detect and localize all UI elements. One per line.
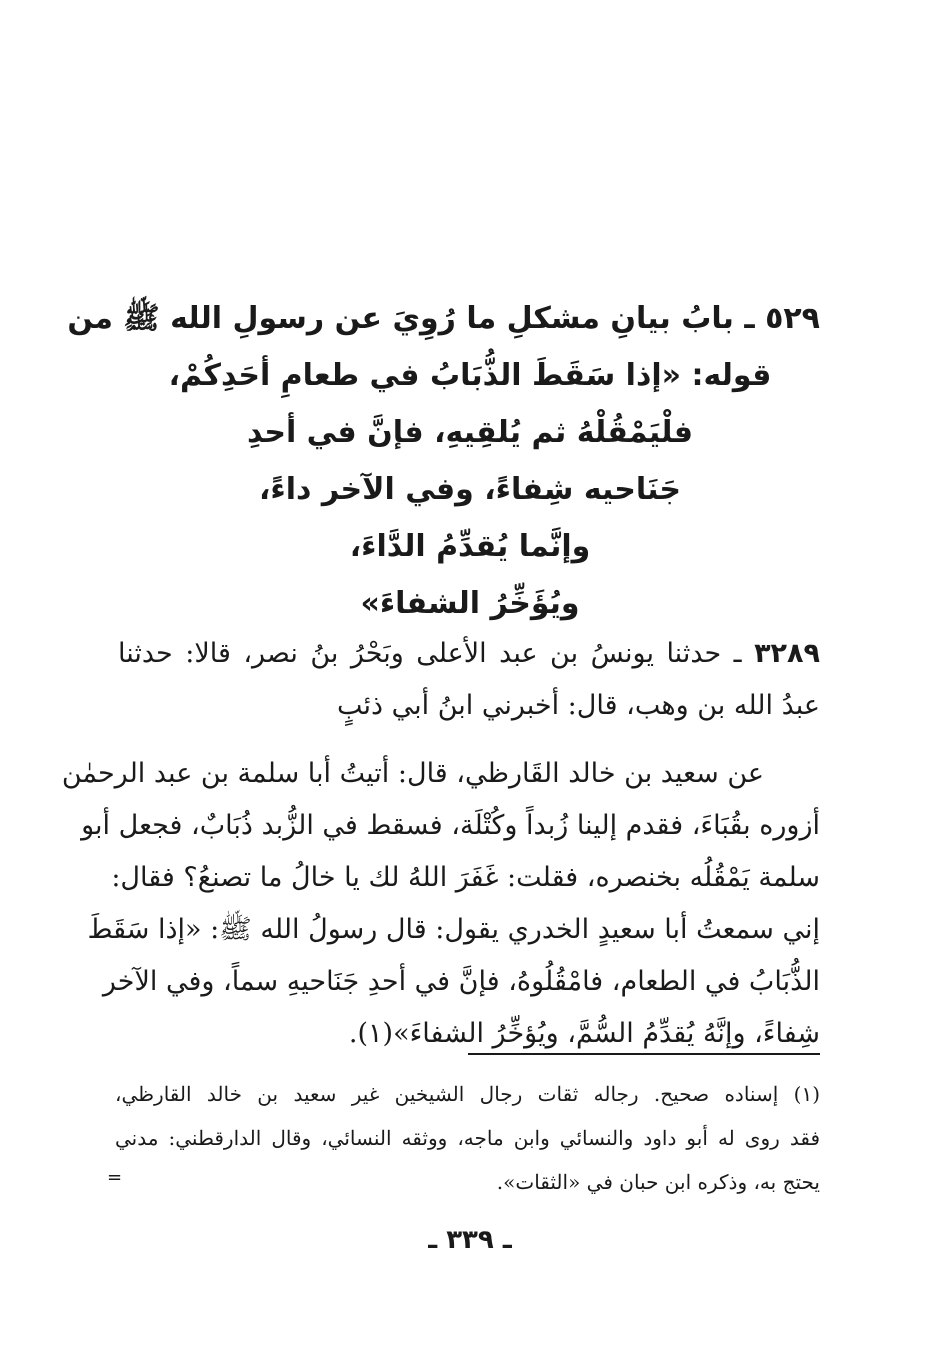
hadith-line: شِفاءً، وإنَّهُ يُقدِّمُ السُّمَّ، ويُؤخِّرُ الشفاءَ»(١). xyxy=(348,1018,820,1049)
footnote-line: (١) إسناده صحيح. رجاله ثقات رجال الشيخين غير سعيد بن خالد القارظي، xyxy=(115,1082,820,1106)
hadith-line: عن سعيد بن خالد القَارظي، قال: أتيتُ أبا سلمة بن عبد الرحمٰن xyxy=(61,758,764,789)
hadith-isnad xyxy=(118,628,820,732)
footnote-separator xyxy=(468,1053,820,1055)
hadith-line: عبدُ الله بن وهب، قال: أخبرني ابنُ أبي ذئبٍ xyxy=(336,690,820,721)
chapter-heading-line: ويُؤَخِّرُ الشفاءَ» xyxy=(360,586,580,621)
page-number: ـ ٣٣٩ ـ xyxy=(428,1225,512,1255)
hadith-line xyxy=(118,628,820,680)
hadith-matn xyxy=(61,748,820,1060)
chapter-heading-line: وإنَّما يُقدِّمُ الدَّاءَ، xyxy=(349,529,591,564)
hadith-number: ٣٢٨٩ xyxy=(754,638,820,669)
hadith-line: إني سمعتُ أبا سعيدٍ الخدري يقول: قال رسولُ الله ﷺ: «إذا سَقَطَ xyxy=(87,914,820,945)
footnote-line: يحتج به، وذكره ابن حبان في «الثقات». xyxy=(496,1170,820,1194)
chapter-heading-line: فلْيَمْقُلْهُ ثم يُلقِيهِ، فإنَّ في أحدِ xyxy=(247,415,693,450)
chapter-heading xyxy=(67,290,820,632)
hadith-text xyxy=(61,628,820,1060)
chapter-heading-line: جَنَاحيه شِفاءً، وفي الآخر داءً، xyxy=(258,472,682,507)
chapter-heading-line: قوله: «إذا سَقَطَ الذُّبَابُ في طعامِ أحَدِكُمْ، xyxy=(168,358,772,393)
footnote xyxy=(115,1072,820,1204)
hadith-line: سلمة يَمْقُلُه بخنصره، فقلت: غَفَرَ اللهُ لك يا خالُ ما تصنعُ؟ فقال: xyxy=(111,862,820,893)
continuation-mark: = xyxy=(107,1167,123,1188)
hadith-line: أزوره بقُبَاءَ، فقدم إلينا زُبداً وكُتْلَة، فسقط في الزُّبد ذُبَابٌ، فجعل أبو xyxy=(81,810,820,841)
chapter-heading-line: ٥٢٩ ـ بابُ بيانِ مشكلِ ما رُوِيَ عن رسولِ الله ﷺ من xyxy=(67,301,820,336)
footnote-line: فقد روى له أبو داود والنسائي وابن ماجه، ووثقه النسائي، وقال الدارقطني: مدني xyxy=(115,1126,820,1150)
hadith-line: الذُّبَابُ في الطعام، فامْقُلُوهُ، فإنَّ في أحدِ جَنَاحيهِ سماً، وفي الآخر xyxy=(102,966,820,997)
hadith-line-text: ـ حدثنا يونسُ بن عبد الأعلى وبَحْرُ بنُ نصر، قالا: حدثنا xyxy=(118,638,742,669)
